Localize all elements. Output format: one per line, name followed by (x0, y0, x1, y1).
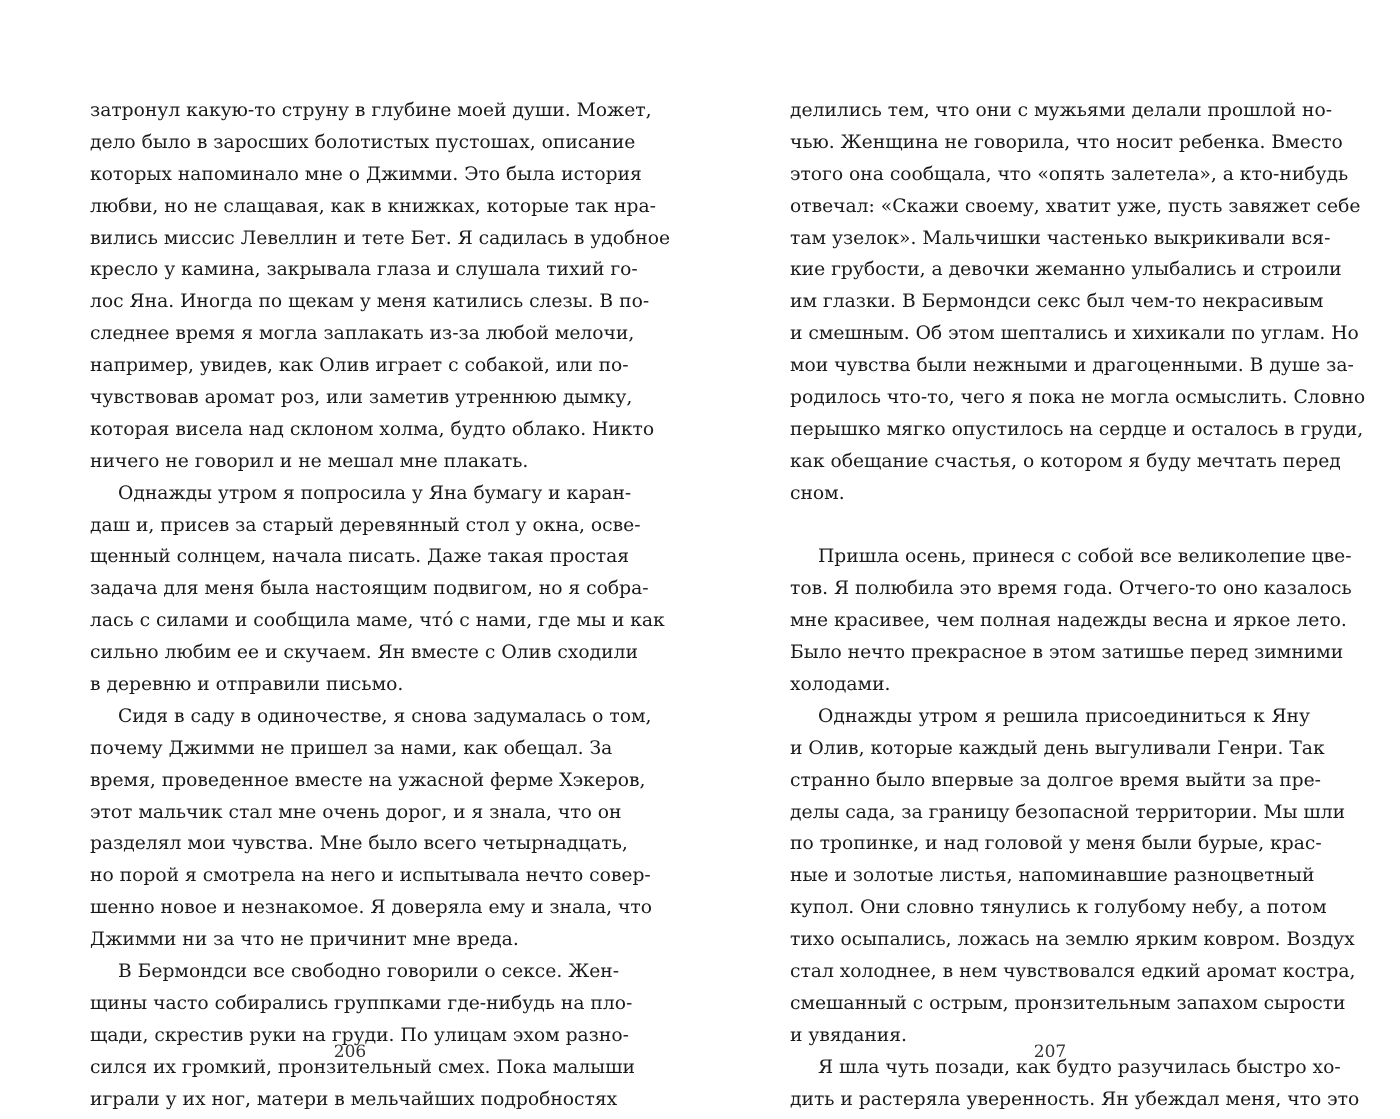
text-line: как обещание счастья, о котором я буду мечтать перед (790, 450, 1341, 472)
text-line: сильно любим ее и скучаем. Ян вместе с Олив сходили (90, 642, 638, 664)
text-line: дело было в заросших болотистых пустошах, описание (90, 131, 636, 153)
paragraph-start-line: Сидя в саду в одиночестве, я снова задумалась о том, (118, 705, 652, 727)
text-line: кие грубости, а девочки жеманно улыбались и строили (790, 259, 1342, 281)
text-line: щенный солнцем, начала писать. Даже такая простая (90, 546, 630, 568)
text-line: вились миссис Левеллин и тете Бет. Я садилась в удобное (90, 227, 671, 249)
paragraph-start-line: Однажды утром я решила присоединиться к Яну (818, 705, 1310, 727)
text-line: ные и золотые листья, напоминавшие разноцветный (790, 865, 1315, 887)
text-line: смешанный с острым, пронзительным запахом сырости (790, 992, 1346, 1014)
text-line: дить и растеряла уверенность. Ян убеждал меня, что это (790, 1088, 1360, 1110)
text-line: им глазки. В Бермондси секс был чем-то некрасивым (790, 291, 1324, 313)
paragraph-start-line: В Бермондси все свободно говорили о сексе. Жен- (118, 961, 620, 983)
text-line: делы сада, за границу безопасной территории. Мы шли (790, 801, 1346, 823)
text-line: стал холоднее, в нем чувствовался едкий аромат костра, (790, 961, 1356, 983)
text-line: делились тем, что они с мужьями делали прошлой но- (790, 100, 1333, 121)
text-line: но порой я смотрела на него и испытывала нечто совер- (90, 865, 651, 887)
text-line: и смешным. Об этом шептались и хихикали по углам. Но (790, 323, 1359, 345)
text-line: которая висела над склоном холма, будто облако. Никто (90, 418, 655, 440)
text-line: Джимми ни за что не причинит мне вреда. (90, 929, 519, 951)
text-line: чью. Женщина не говорила, что носит ребенка. Вместо (790, 131, 1343, 153)
text-line: мне красивее, чем полная надежды весна и яркое лето. (790, 610, 1347, 632)
text-line: лась с силами и сообщила маме, что́ с нами, где мы и как (90, 610, 665, 632)
text-line: почему Джимми не пришел за нами, как обещал. За (90, 737, 613, 759)
text-line: время, проведенное вместе на ужасной ферме Хэкеров, (90, 769, 646, 791)
text-line: щины часто собирались группками где-нибудь на пло- (90, 992, 633, 1014)
text-line: кресло у камина, закрывала глаза и слушала тихий го- (90, 259, 638, 281)
paragraph-start-line: Я шла чуть позади, как будто разучилась быстро хо- (818, 1056, 1341, 1078)
text-line: мои чувства были нежными и драгоценными. В душе за- (790, 355, 1354, 377)
text-line: родилось что-то, чего я пока не могла осмыслить. Словно (790, 387, 1366, 409)
text-line: странно было впервые за долгое время выйти за пре- (790, 769, 1321, 791)
text-line: например, увидев, как Олив играет с собакой, или по- (90, 355, 629, 377)
text-line: следнее время я могла заплакать из-за любой мелочи, (90, 323, 635, 345)
text-line: чувствовав аромат роз, или заметив утреннюю дымку, (90, 387, 633, 409)
text-line: перышко мягко опустилось на сердце и осталось в груди, (790, 418, 1364, 440)
left-page-text (90, 95, 671, 1116)
paragraph-start-line: Пришла осень, принеся с собой все великолепие цве- (818, 546, 1352, 568)
text-line: разделял мои чувства. Мне было всего четырнадцать, (90, 833, 628, 855)
right-page-text (790, 95, 1366, 1116)
text-line: тихо осыпались, ложась на землю ярким ковром. Воздух (790, 929, 1355, 951)
text-line: там узелок». Мальчишки частенько выкрикивали вся- (790, 227, 1331, 249)
text-line: этот мальчик стал мне очень дорог, и я знала, что он (90, 801, 622, 823)
page-number: 207 (1033, 1042, 1067, 1062)
text-line: играли у их ног, матери в мельчайших подробностях (90, 1088, 618, 1110)
text-line: затронул какую-то струну в глубине моей души. Может, (90, 100, 652, 121)
text-line: отвечал: «Скажи своему, хватит уже, пусть завяжет себе (790, 195, 1361, 217)
text-line: задача для меня была настоящим подвигом, но я собра- (90, 578, 649, 600)
text-line: лос Яна. Иногда по щекам у меня катились слезы. В по- (90, 291, 650, 313)
text-line: в деревню и отправили письмо. (90, 674, 404, 696)
text-line: и Олив, которые каждый день выгуливали Генри. Так (790, 737, 1325, 759)
paragraph-start-line: Однажды утром я попросила у Яна бумагу и каран- (118, 482, 632, 504)
section-break (790, 510, 1310, 542)
text-line: сился их громкий, пронзительный смех. Пока малыши (90, 1056, 635, 1078)
text-line: которых напоминало мне о Джимми. Это была история (90, 163, 642, 185)
text-line: купол. Они словно тянулись к голубому небу, а потом (790, 897, 1327, 919)
text-line: этого она сообщала, что «опять залетела», а кто-нибудь (790, 163, 1349, 185)
text-line: сном. (790, 482, 845, 504)
text-line: щади, скрестив руки на груди. По улицам эхом разно- (90, 1024, 629, 1046)
text-line: шенно новое и незнакомое. Я доверяла ему и знала, что (90, 897, 652, 919)
text-line: по тропинке, и над головой у меня были бурые, крас- (790, 833, 1322, 855)
text-line: и увядания. (790, 1024, 907, 1046)
text-line: холодами. (790, 674, 891, 696)
right-page (700, 0, 1400, 1119)
text-line: Было нечто прекрасное в этом затишье перед зимними (790, 642, 1344, 664)
text-line: ничего не говорил и не мешал мне плакать. (90, 450, 529, 472)
page-number: 206 (333, 1042, 367, 1062)
text-line: тов. Я полюбила это время года. Отчего-то оно казалось (790, 578, 1352, 600)
text-line: даш и, присев за старый деревянный стол у окна, осве- (90, 514, 641, 536)
text-line: любви, но не слащавая, как в книжках, которые так нра- (90, 195, 656, 217)
